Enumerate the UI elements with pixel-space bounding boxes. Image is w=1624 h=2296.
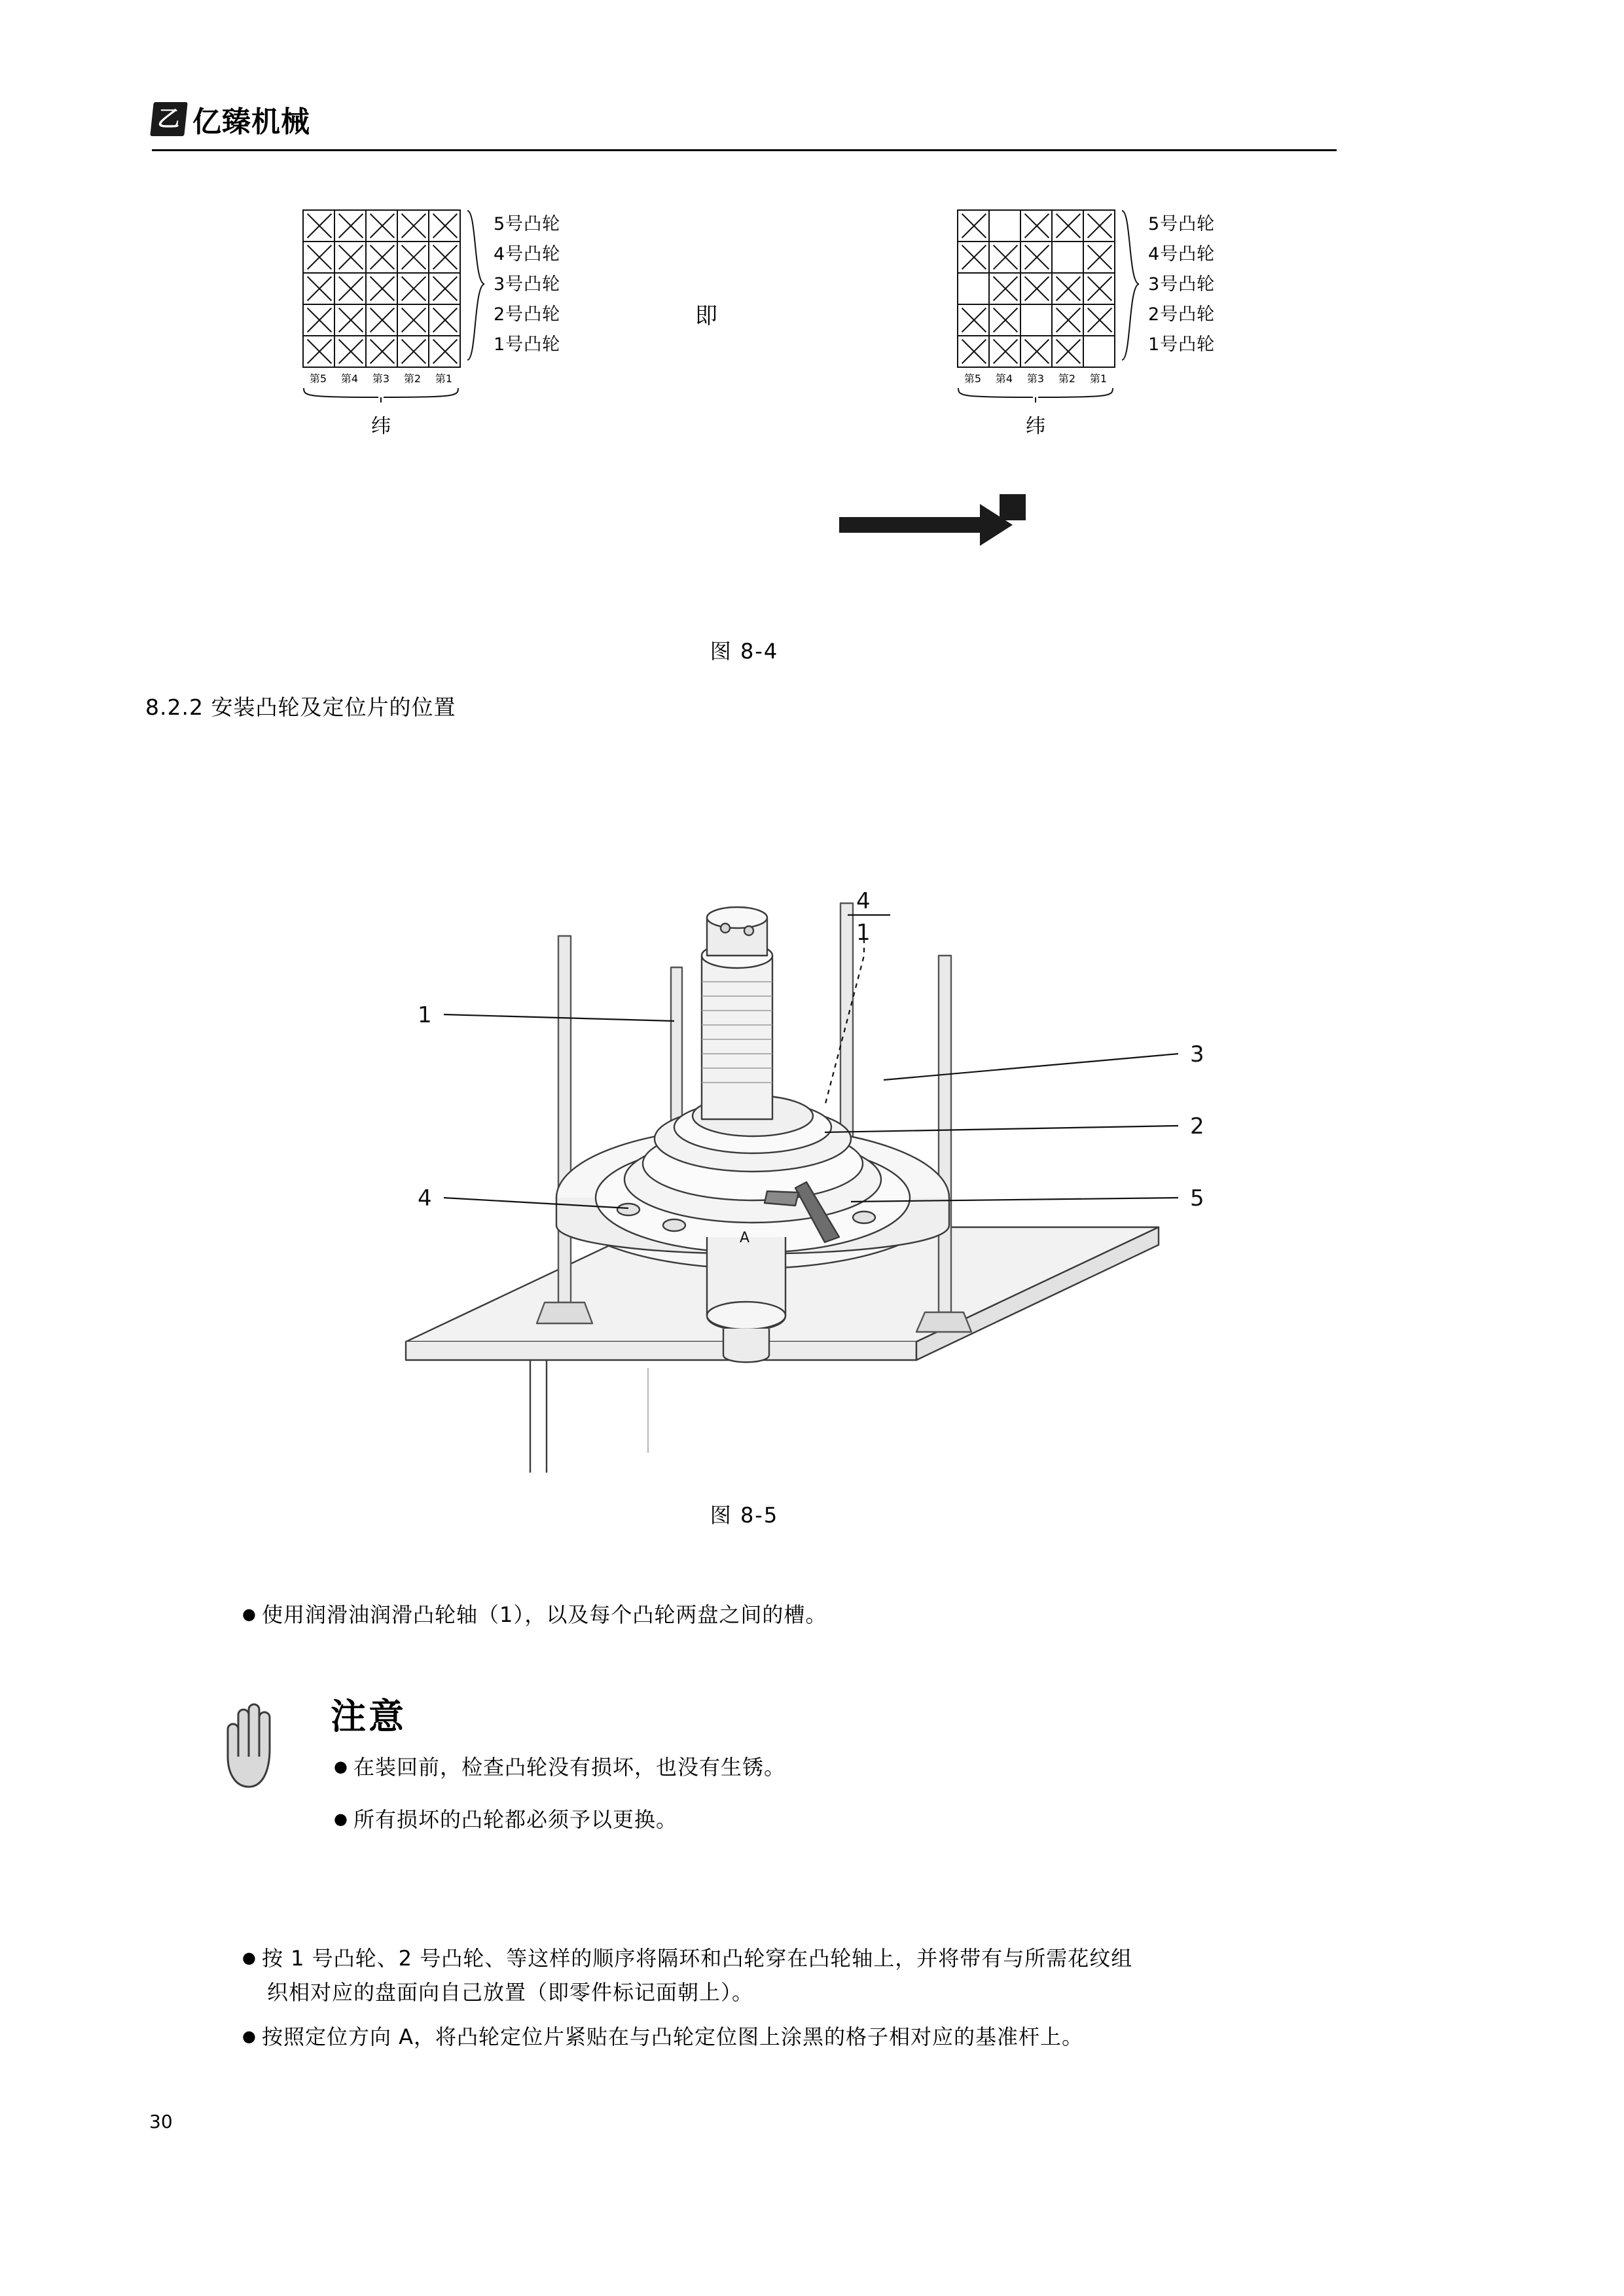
weft-brace-right — [957, 387, 1114, 407]
weft-ticks-left — [302, 370, 460, 386]
weft-tick: 第1 — [1089, 372, 1108, 385]
section-heading: 8.2.2 安装凸轮及定位片的位置 — [145, 694, 456, 720]
cam-label: 2号凸轮 — [1148, 304, 1216, 325]
body-bullet-3: ● 按照定位方向 A，将凸轮定位片紧贴在与凸轮定位图上涂黑的格子相对应的基准杆上。 — [242, 2019, 1290, 2054]
figure-8-4 — [152, 196, 1337, 641]
callout-3: 3 — [1190, 1041, 1204, 1067]
weft-tick: 第4 — [995, 372, 1013, 385]
weft-tick: 第5 — [309, 372, 327, 385]
cam-brace-right — [1119, 209, 1146, 361]
weft-tick: 第3 — [1026, 372, 1045, 385]
weft-tick: 第3 — [372, 372, 390, 385]
cam-chart-right — [957, 209, 1215, 439]
weft-brace-left — [302, 387, 460, 407]
cam-brace-left — [465, 209, 491, 361]
callout-1: 1 — [418, 1002, 432, 1028]
callout-2: 2 — [1190, 1113, 1204, 1139]
brand-name: 亿臻机械 — [192, 105, 310, 139]
weft-tick: 第2 — [403, 372, 422, 385]
callout-fraction-bottom: 1 — [856, 920, 871, 946]
cam-grid-right — [957, 209, 1115, 368]
cam-label: 1号凸轮 — [1148, 334, 1216, 355]
notice-item-2: ● 所有损坏的凸轮都必须予以更换。 — [334, 1803, 677, 1833]
weft-tick: 第1 — [435, 372, 453, 385]
weft-tick: 第4 — [340, 372, 359, 385]
header-divider — [152, 149, 1337, 151]
cam-labels-left — [494, 209, 560, 360]
callout-4-left: 4 — [418, 1185, 432, 1211]
notice-title: 注意 — [331, 1696, 406, 1737]
cam-chart-left — [302, 209, 560, 439]
cam-label: 4号凸轮 — [1148, 244, 1216, 264]
cam-label: 1号凸轮 — [494, 334, 561, 355]
weft-label-left: 纬 — [371, 415, 391, 438]
page-number: 30 — [149, 2111, 173, 2132]
hand-warning-icon — [216, 1700, 288, 1792]
cam-label: 4号凸轮 — [494, 244, 561, 264]
callout-fraction-top: 4 — [856, 888, 871, 914]
brand-logo — [152, 98, 1337, 140]
cam-label: 3号凸轮 — [494, 274, 561, 295]
legend-black-square-icon — [1000, 494, 1026, 520]
cam-label: 3号凸轮 — [1148, 274, 1216, 295]
figure-8-4-caption: 图 8-4 — [710, 639, 779, 664]
body-bullet-2-line2: 织相对应的盘面向自己放置（即零件标记面朝上）。 — [267, 1980, 754, 2005]
page-header — [152, 98, 1337, 157]
equals-text: 即 — [695, 303, 717, 329]
logo-icon: 乙 — [150, 102, 187, 136]
cam-label: 5号凸轮 — [1148, 214, 1216, 234]
weft-ticks-right — [957, 370, 1114, 386]
callout-5: 5 — [1190, 1185, 1204, 1211]
body-bullet-1: ● 使用润滑油润滑凸轮轴（1），以及每个凸轮两盘之间的槽。 — [242, 1597, 1290, 1632]
weft-label-right: 纬 — [1026, 415, 1045, 438]
cam-grid-left — [302, 209, 461, 368]
figure-8-5-caption: 图 8-5 — [710, 1503, 779, 1528]
body-bullet-2 — [242, 1941, 1290, 2009]
cam-labels-right — [1148, 209, 1215, 360]
body-bullet-2-line1: ● 按 1 号凸轮、2 号凸轮、等这样的顺序将隔环和凸轮穿在凸轮轴上，并将带有与所需花纹组 — [242, 1946, 1132, 1971]
cam-label: 5号凸轮 — [494, 214, 561, 234]
weft-tick: 第2 — [1058, 372, 1076, 385]
weft-tick: 第5 — [964, 372, 982, 385]
notice-item-1: ● 在装回前，检查凸轮没有损坏，也没有生锈。 — [334, 1751, 785, 1781]
direction-mark-a: A — [740, 1230, 750, 1246]
figure-8-5 — [367, 740, 1250, 1492]
cam-label: 2号凸轮 — [494, 304, 561, 325]
